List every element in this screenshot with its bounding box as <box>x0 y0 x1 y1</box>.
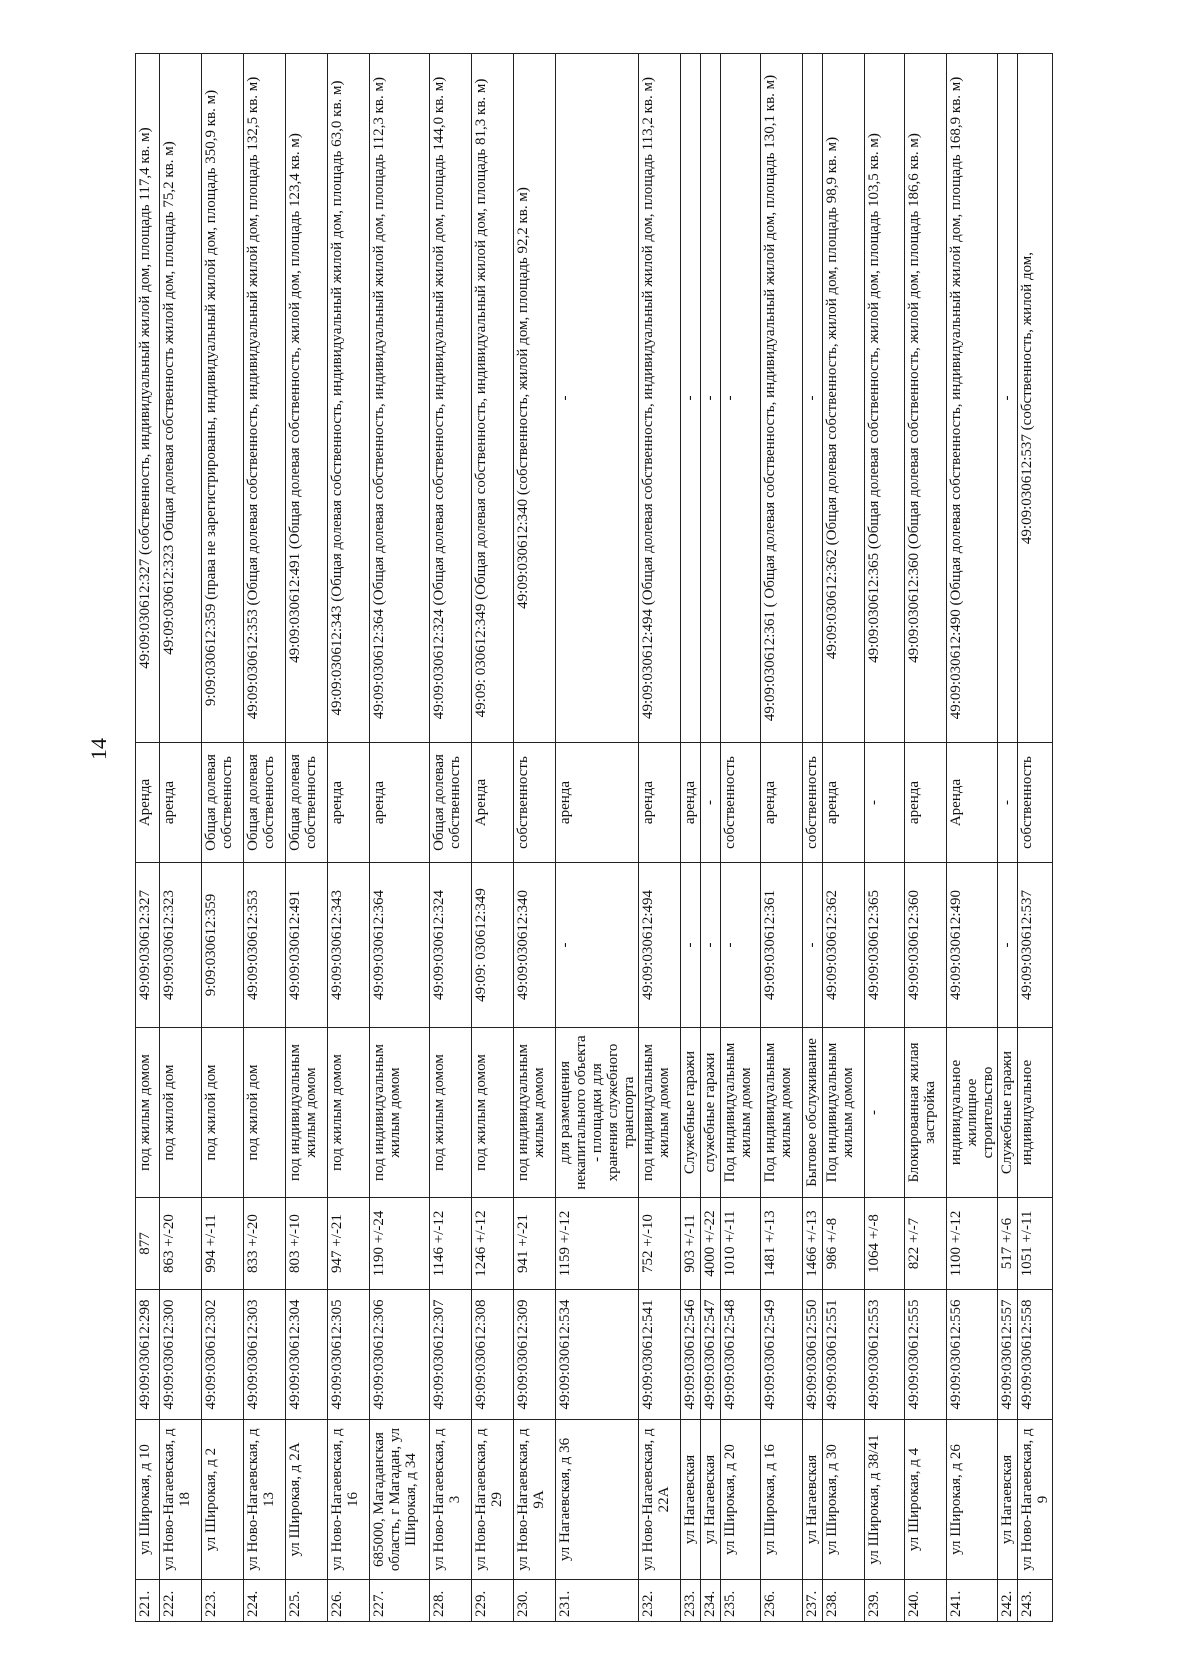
row-number: 231. <box>556 1580 639 1622</box>
permitted-use-cell: под индивидуальным жилым домом <box>639 1028 681 1198</box>
area-cell: 1051 +/-11 <box>1018 1198 1053 1290</box>
cadastral-number-cell: 49:09:030612:541 <box>639 1290 681 1420</box>
row-number: 228. <box>430 1580 472 1622</box>
cadastral-number-cell: 49:09:030612:553 <box>865 1290 905 1420</box>
area-cell: 833 +/-20 <box>244 1198 286 1290</box>
table-row <box>556 54 639 1622</box>
permitted-use-cell: под жилым домом <box>136 1028 160 1198</box>
table-row <box>761 54 803 1622</box>
rotated-page <box>135 54 1200 1622</box>
address-cell: ул Ново-Нагаевская, д 13 <box>244 1420 286 1580</box>
right-type-cell: собственность <box>803 743 823 863</box>
address-cell: 685000, Магаданская область, г Магадан, ул Широкая, д 34 <box>370 1420 430 1580</box>
cadastral-number-cell: 49:09:030612:546 <box>681 1290 701 1420</box>
object-description-cell: - <box>998 54 1018 743</box>
cadastral-number-cell: 49:09:030612:550 <box>803 1290 823 1420</box>
cadastral-number-cell: 49:09:030612:549 <box>761 1290 803 1420</box>
right-type-cell: Общая долевая собственность <box>430 743 472 863</box>
cadastral-number-cell: 49:09:030612:558 <box>1018 1290 1053 1420</box>
address-cell: ул Ново-Нагаевская, д 16 <box>328 1420 370 1580</box>
object-description-cell: 49:09:030612:490 (Общая долевая собственность, индивидуальный жилой дом, площадь 168,9 кв. м) <box>947 54 998 743</box>
permitted-use-cell: Под индивидуальным жилым домом <box>823 1028 865 1198</box>
area-cell: 1246 +/-12 <box>472 1198 514 1290</box>
right-type-cell: аренда <box>556 743 639 863</box>
row-number: 243. <box>1018 1580 1053 1622</box>
cadastral-number-cell: 49:09:030612:551 <box>823 1290 865 1420</box>
object-number-cell: 49:09:030612:343 <box>328 863 370 1028</box>
cadastral-number-cell: 49:09:030612:302 <box>202 1290 244 1420</box>
object-description-cell: 49:09:030612:362 (Общая долевая собственность, жилой дом, площадь 98,9 кв. м) <box>823 54 865 743</box>
permitted-use-cell: под жилой дом <box>160 1028 202 1198</box>
permitted-use-cell: для размещения некапитального объекта - площадки для хранения служебного транспорта <box>556 1028 639 1198</box>
object-number-cell: 49:09:030612:360 <box>905 863 947 1028</box>
table-row <box>202 54 244 1622</box>
permitted-use-cell: под индивидуальным жилым домом <box>370 1028 430 1198</box>
area-cell: 941 +/-21 <box>514 1198 556 1290</box>
object-description-cell: 49:09:030612:537 (собственность, жилой дом, <box>1018 54 1053 743</box>
area-cell: 4000 +/-22 <box>701 1198 721 1290</box>
right-type-cell: собственность <box>721 743 761 863</box>
table-row <box>370 54 430 1622</box>
permitted-use-cell: под жилым домом <box>430 1028 472 1198</box>
right-type-cell: - <box>998 743 1018 863</box>
area-cell: 1064 +/-8 <box>865 1198 905 1290</box>
right-type-cell: аренда <box>681 743 701 863</box>
right-type-cell: аренда <box>905 743 947 863</box>
object-number-cell: 49:09:030612:327 <box>136 863 160 1028</box>
permitted-use-cell: под индивидуальным жилым домом <box>514 1028 556 1198</box>
row-number: 238. <box>823 1580 865 1622</box>
table-row <box>865 54 905 1622</box>
table-row <box>803 54 823 1622</box>
row-number: 223. <box>202 1580 244 1622</box>
object-description-cell: 49:09:030612:327 (собственность, индивидуальный жилой дом, площадь 117,4 кв. м) <box>136 54 160 743</box>
row-number: 241. <box>947 1580 998 1622</box>
table-row <box>998 54 1018 1622</box>
object-number-cell: - <box>803 863 823 1028</box>
table-row <box>430 54 472 1622</box>
land-plots-table <box>135 53 1053 1622</box>
table-row <box>823 54 865 1622</box>
object-description-cell: 49:09:030612:364 (Общая долевая собственность, индивидуальный жилой дом, площадь 112,3 кв. м) <box>370 54 430 743</box>
area-cell: 863 +/-20 <box>160 1198 202 1290</box>
area-cell: 1466 +/-13 <box>803 1198 823 1290</box>
address-cell: ул Широкая, д 10 <box>136 1420 160 1580</box>
cadastral-number-cell: 49:09:030612:300 <box>160 1290 202 1420</box>
object-description-cell: 49:09:030612:360 (Общая долевая собственность, жилой дом, площадь 186,6 кв. м) <box>905 54 947 743</box>
right-type-cell: аренда <box>639 743 681 863</box>
object-description-cell: - <box>701 54 721 743</box>
row-number: 224. <box>244 1580 286 1622</box>
object-number-cell: 49:09:030612:361 <box>761 863 803 1028</box>
permitted-use-cell: под индивидуальным жилым домом <box>286 1028 328 1198</box>
address-cell: ул Широкая, д 20 <box>721 1420 761 1580</box>
object-description-cell: 49:09:030612:361 ( Общая долевая собственность, индивидуальный жилой дом, площадь 130,1 кв. м) <box>761 54 803 743</box>
permitted-use-cell: Под индивидуальным жилым домом <box>721 1028 761 1198</box>
table-row <box>701 54 721 1622</box>
address-cell: ул Ново-Нагаевская, д 9 <box>1018 1420 1053 1580</box>
table-row <box>1018 54 1053 1622</box>
table-row <box>286 54 328 1622</box>
permitted-use-cell: индивидуальное жилищное строительство <box>947 1028 998 1198</box>
address-cell: ул Широкая, д 26 <box>947 1420 998 1580</box>
cadastral-number-cell: 49:09:030612:298 <box>136 1290 160 1420</box>
address-cell: ул Широкая, д 4 <box>905 1420 947 1580</box>
area-cell: 994 +/-11 <box>202 1198 244 1290</box>
right-type-cell: собственность <box>514 743 556 863</box>
row-number: 242. <box>998 1580 1018 1622</box>
address-cell: ул Нагаевская, д 36 <box>556 1420 639 1580</box>
object-number-cell: - <box>556 863 639 1028</box>
object-number-cell: 49:09:030612:490 <box>947 863 998 1028</box>
object-description-cell: 49:09:030612:365 (Общая долевая собственность, жилой дом, площадь 103,5 кв. м) <box>865 54 905 743</box>
address-cell: ул Нагаевская <box>998 1420 1018 1580</box>
cadastral-number-cell: 49:09:030612:557 <box>998 1290 1018 1420</box>
table-body <box>136 54 1053 1622</box>
permitted-use-cell: - <box>865 1028 905 1198</box>
address-cell: ул Нагаевская <box>803 1420 823 1580</box>
cadastral-number-cell: 49:09:030612:556 <box>947 1290 998 1420</box>
object-description-cell: - <box>803 54 823 743</box>
right-type-cell: аренда <box>370 743 430 863</box>
object-number-cell: 49:09:030612:340 <box>514 863 556 1028</box>
permitted-use-cell: Служебные гаражи <box>681 1028 701 1198</box>
row-number: 225. <box>286 1580 328 1622</box>
row-number: 234. <box>701 1580 721 1622</box>
object-description-cell: - <box>721 54 761 743</box>
table-row <box>328 54 370 1622</box>
table-row <box>244 54 286 1622</box>
row-number: 227. <box>370 1580 430 1622</box>
cadastral-number-cell: 49:09:030612:304 <box>286 1290 328 1420</box>
row-number: 221. <box>136 1580 160 1622</box>
object-number-cell: 49:09:030612:494 <box>639 863 681 1028</box>
table-row <box>136 54 160 1622</box>
row-number: 230. <box>514 1580 556 1622</box>
address-cell: ул Ново-Нагаевская, д 3 <box>430 1420 472 1580</box>
row-number: 237. <box>803 1580 823 1622</box>
object-number-cell: - <box>701 863 721 1028</box>
object-number-cell: 49:09:030612:537 <box>1018 863 1053 1028</box>
object-number-cell: 49:09:030612:364 <box>370 863 430 1028</box>
table-row <box>905 54 947 1622</box>
object-description-cell: 49:09:030612:340 (собственность, жилой дом, площадь 92,2 кв. м) <box>514 54 556 743</box>
address-cell: ул Широкая, д 16 <box>761 1420 803 1580</box>
right-type-cell: Общая долевая собственность <box>286 743 328 863</box>
right-type-cell: - <box>701 743 721 863</box>
area-cell: 1481 +/-13 <box>761 1198 803 1290</box>
cadastral-number-cell: 49:09:030612:548 <box>721 1290 761 1420</box>
row-number: 232. <box>639 1580 681 1622</box>
table-row <box>472 54 514 1622</box>
area-cell: 947 +/-21 <box>328 1198 370 1290</box>
object-number-cell: 49:09:030612:353 <box>244 863 286 1028</box>
area-cell: 803 +/-10 <box>286 1198 328 1290</box>
object-number-cell: 49:09:030612:323 <box>160 863 202 1028</box>
table-row <box>639 54 681 1622</box>
permitted-use-cell: служебные гаражи <box>701 1028 721 1198</box>
object-description-cell: 49:09:030612:353 (Общая долевая собственность, индивидуальный жилой дом, площадь 132,5 кв. м) <box>244 54 286 743</box>
address-cell: ул Широкая, д 38/41 <box>865 1420 905 1580</box>
address-cell: ул Широкая, д 2А <box>286 1420 328 1580</box>
row-number: 222. <box>160 1580 202 1622</box>
right-type-cell: аренда <box>328 743 370 863</box>
permitted-use-cell: Под индивидуальным жилым домом <box>761 1028 803 1198</box>
right-type-cell: аренда <box>160 743 202 863</box>
right-type-cell: - <box>865 743 905 863</box>
cadastral-number-cell: 49:09:030612:306 <box>370 1290 430 1420</box>
row-number: 226. <box>328 1580 370 1622</box>
right-type-cell: Общая долевая собственность <box>244 743 286 863</box>
area-cell: 1159 +/-12 <box>556 1198 639 1290</box>
permitted-use-cell: индивидуальное <box>1018 1028 1053 1198</box>
right-type-cell: Аренда <box>947 743 998 863</box>
cadastral-number-cell: 49:09:030612:309 <box>514 1290 556 1420</box>
object-description-cell: 49:09:030612:343 (Общая долевая собственность, индивидуальный жилой дом, площадь 63,0 кв. м) <box>328 54 370 743</box>
area-cell: 903 +/-11 <box>681 1198 701 1290</box>
row-number: 239. <box>865 1580 905 1622</box>
area-cell: 1146 +/-12 <box>430 1198 472 1290</box>
cadastral-number-cell: 49:09:030612:547 <box>701 1290 721 1420</box>
table-row <box>681 54 701 1622</box>
right-type-cell: Аренда <box>472 743 514 863</box>
permitted-use-cell: Служебные гаражи <box>998 1028 1018 1198</box>
address-cell: ул Нагаевская <box>681 1420 701 1580</box>
table-row <box>160 54 202 1622</box>
object-number-cell: 49:09:030612:491 <box>286 863 328 1028</box>
object-description-cell: 49:09:030612:324 (Общая долевая собственность, индивидуальный жилой дом, площадь 144,0 кв. м) <box>430 54 472 743</box>
right-type-cell: аренда <box>761 743 803 863</box>
address-cell: ул Нагаевская <box>701 1420 721 1580</box>
object-description-cell: 49:09:030612:491 (Общая долевая собственность, жилой дом, площадь 123,4 кв. м) <box>286 54 328 743</box>
cadastral-number-cell: 49:09:030612:555 <box>905 1290 947 1420</box>
table-row <box>721 54 761 1622</box>
address-cell: ул Широкая, д 2 <box>202 1420 244 1580</box>
permitted-use-cell: под жилым домом <box>328 1028 370 1198</box>
row-number: 233. <box>681 1580 701 1622</box>
object-description-cell: - <box>556 54 639 743</box>
object-description-cell: - <box>681 54 701 743</box>
right-type-cell: собственность <box>1018 743 1053 863</box>
object-number-cell: 49:09:030612:365 <box>865 863 905 1028</box>
address-cell: ул Ново-Нагаевская, д 9А <box>514 1420 556 1580</box>
row-number: 235. <box>721 1580 761 1622</box>
address-cell: ул Широкая, д 30 <box>823 1420 865 1580</box>
table-row <box>947 54 998 1622</box>
address-cell: ул Ново-Нагаевская, д 22А <box>639 1420 681 1580</box>
page-number: 14 <box>86 738 111 760</box>
object-number-cell: - <box>998 863 1018 1028</box>
object-number-cell: 49:09:030612:362 <box>823 863 865 1028</box>
permitted-use-cell: под жилой дом <box>202 1028 244 1198</box>
row-number: 240. <box>905 1580 947 1622</box>
address-cell: ул Ново-Нагаевская, д 18 <box>160 1420 202 1580</box>
cadastral-number-cell: 49:09:030612:303 <box>244 1290 286 1420</box>
area-cell: 517 +/-6 <box>998 1198 1018 1290</box>
area-cell: 986 +/-8 <box>823 1198 865 1290</box>
permitted-use-cell: под жилым домом <box>472 1028 514 1198</box>
right-type-cell: Аренда <box>136 743 160 863</box>
object-number-cell: 49:09: 030612:349 <box>472 863 514 1028</box>
right-type-cell: Общая долевая собственность <box>202 743 244 863</box>
object-description-cell: 49:09: 030612:349 (Общая долевая собственность, индивидуальный жилой дом, площадь 81,3 кв. м) <box>472 54 514 743</box>
object-number-cell: 9:09:030612:359 <box>202 863 244 1028</box>
address-cell: ул Ново-Нагаевская, д 29 <box>472 1420 514 1580</box>
area-cell: 1010 +/-11 <box>721 1198 761 1290</box>
cadastral-number-cell: 49:09:030612:534 <box>556 1290 639 1420</box>
table-row <box>514 54 556 1622</box>
cadastral-number-cell: 49:09:030612:307 <box>430 1290 472 1420</box>
permitted-use-cell: под жилой дом <box>244 1028 286 1198</box>
area-cell: 1190 +/-24 <box>370 1198 430 1290</box>
cadastral-number-cell: 49:09:030612:308 <box>472 1290 514 1420</box>
row-number: 236. <box>761 1580 803 1622</box>
area-cell: 752 +/-10 <box>639 1198 681 1290</box>
object-description-cell: 49:09:030612:323 Общая долевая собственность жилой дом, площадь 75,2 кв. м) <box>160 54 202 743</box>
area-cell: 822 +/-7 <box>905 1198 947 1290</box>
area-cell: 1100 +/-12 <box>947 1198 998 1290</box>
object-description-cell: 49:09:030612:494 (Общая долевая собственность, индивидуальный жилой дом, площадь 113,2 кв. м) <box>639 54 681 743</box>
permitted-use-cell: Блокированная жилая застройка <box>905 1028 947 1198</box>
right-type-cell: аренда <box>823 743 865 863</box>
object-number-cell: - <box>721 863 761 1028</box>
area-cell: 877 <box>136 1198 160 1290</box>
object-description-cell: 9:09:030612:359 (права не зарегистрированы, индивидуальный жилой дом, площадь 350,9 кв. м) <box>202 54 244 743</box>
object-number-cell: - <box>681 863 701 1028</box>
object-number-cell: 49:09:030612:324 <box>430 863 472 1028</box>
row-number: 229. <box>472 1580 514 1622</box>
permitted-use-cell: Бытовое обслуживание <box>803 1028 823 1198</box>
cadastral-number-cell: 49:09:030612:305 <box>328 1290 370 1420</box>
